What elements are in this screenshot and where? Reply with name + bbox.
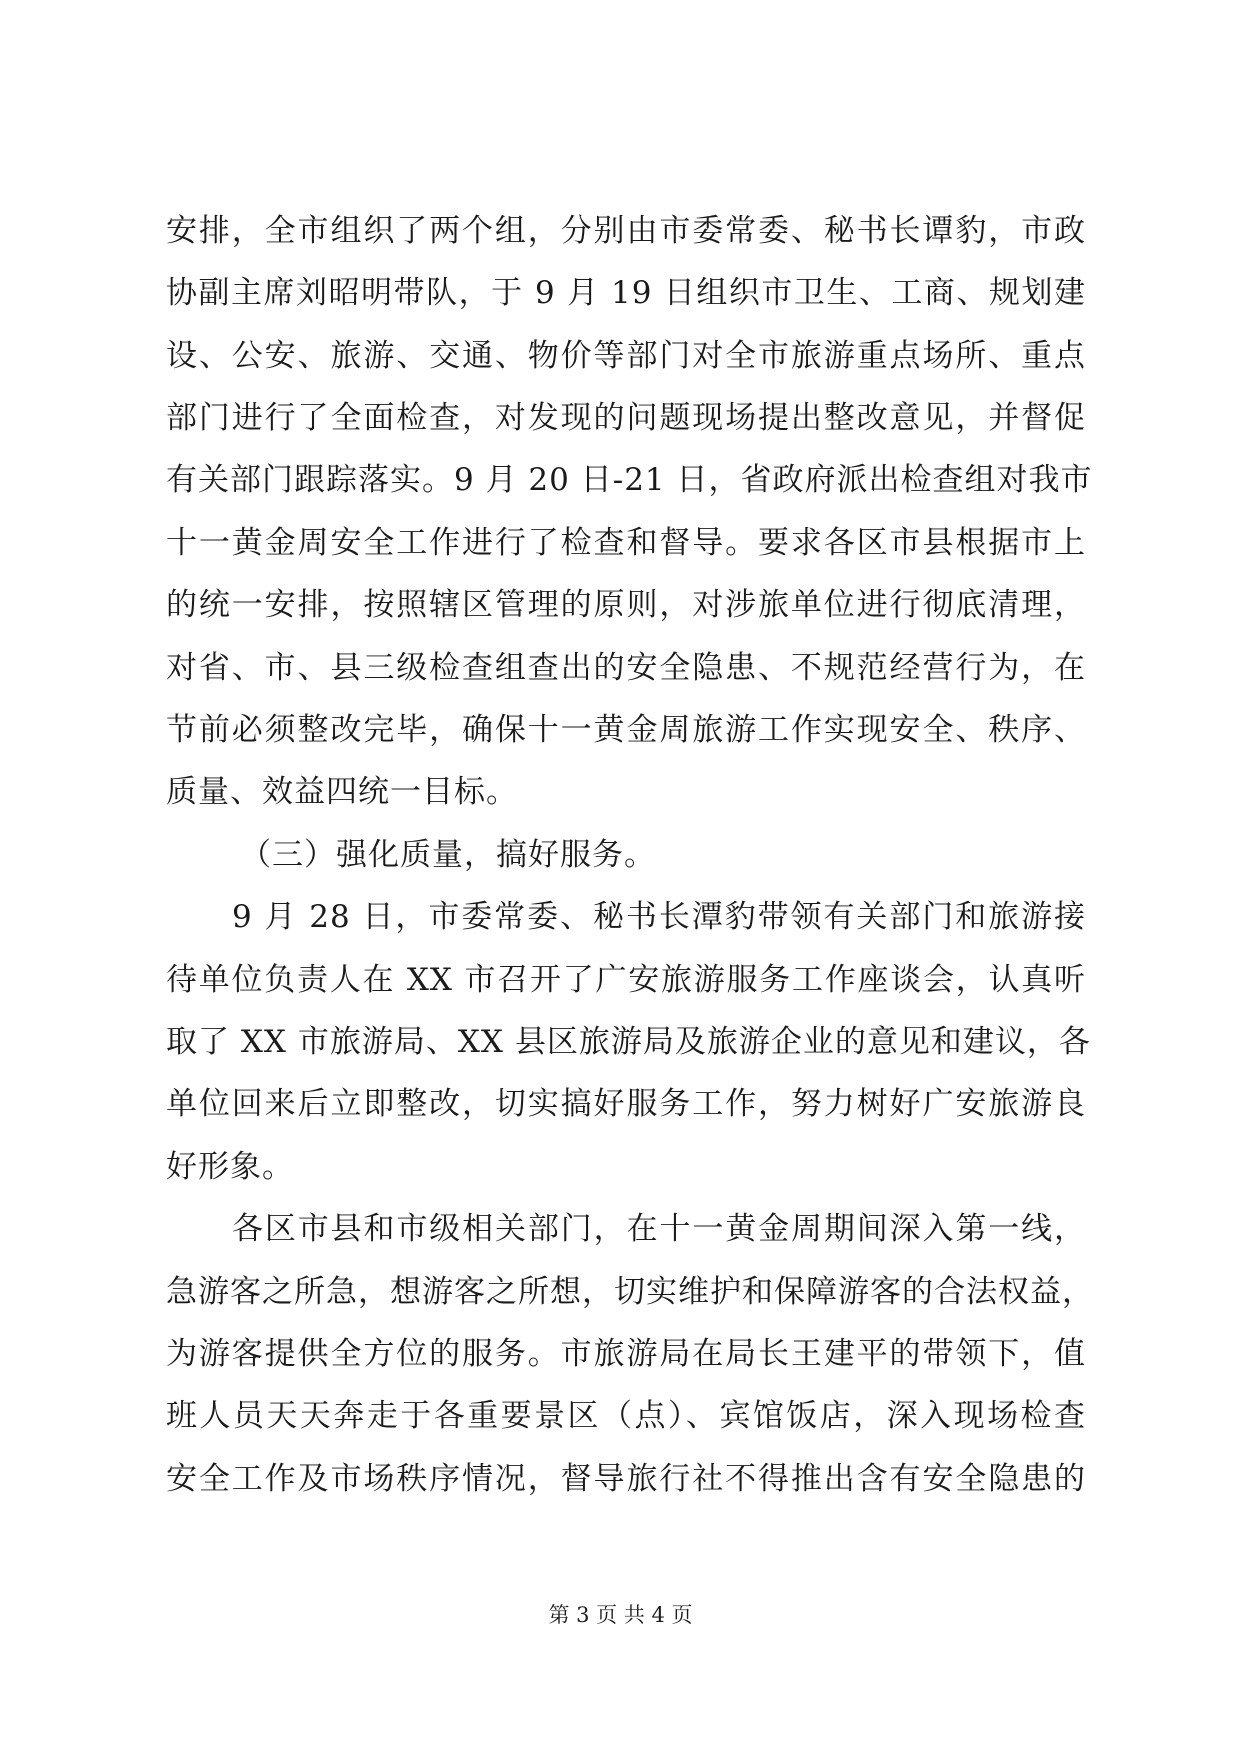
text-line: 的统一安排，按照辖区管理的原则，对涉旅单位进行彻底清理， [166,587,1086,623]
page-number-footer: 第 3 页 共 4 页 [548,1603,693,1627]
paragraph-first-line: 各区市县和市级相关部门，在十一黄金周期间深入第一线， [232,1211,1086,1247]
text-line: 好形象。 [166,1149,294,1185]
text-line: 十一黄金周安全工作进行了检查和督导。要求各区市县根据市上 [166,525,1086,561]
text-line: 急游客之所急，想游客之所想，切实维护和保障游客的合法权益， [166,1274,1094,1310]
text-line: 单位回来后立即整改，切实搞好服务工作，努力树好广安旅游良 [166,1086,1086,1122]
text-line: 部门进行了全面检查，对发现的问题现场提出整改意见，并督促 [166,400,1086,436]
text-line: 协副主席刘昭明带队，于 9 月 19 日组织市卫生、工商、规划建 [166,275,1086,311]
text-line: 设、公安、旅游、交通、物价等部门对全市旅游重点场所、重点 [166,338,1086,374]
text-line: 待单位负责人在 XX 市召开了广安旅游服务工作座谈会，认真听 [166,962,1086,998]
paragraph-first-line: 9 月 28 日，市委常委、秘书长潭豹带领有关部门和旅游接 [232,899,1086,935]
text-line: 取了 XX 市旅游局、XX 县区旅游局及旅游企业的意见和建议，各 [166,1024,1091,1060]
text-line: 对省、市、县三级检查组查出的安全隐患、不规范经营行为，在 [166,650,1086,686]
text-line: 安排，全市组织了两个组，分别由市委常委、秘书长谭豹，市政 [166,213,1086,249]
text-line: 安全工作及市场秩序情况，督导旅行社不得推出含有安全隐患的 [166,1461,1086,1497]
text-line: 为游客提供全方位的服务。市旅游局在局长王建平的带领下，值 [166,1336,1086,1372]
text-line: 节前必须整改完毕，确保十一黄金周旅游工作实现安全、秩序、 [166,712,1086,748]
text-line: 有关部门跟踪落实。9 月 20 日-21 日，省政府派出检查组对我市 [166,462,1093,498]
section-heading: （三）强化质量，搞好服务。 [240,837,656,873]
text-line: 质量、效益四统一目标。 [166,774,518,810]
text-line: 班人员天天奔走于各重要景区（点）、宾馆饭店，深入现场检查 [166,1398,1086,1434]
